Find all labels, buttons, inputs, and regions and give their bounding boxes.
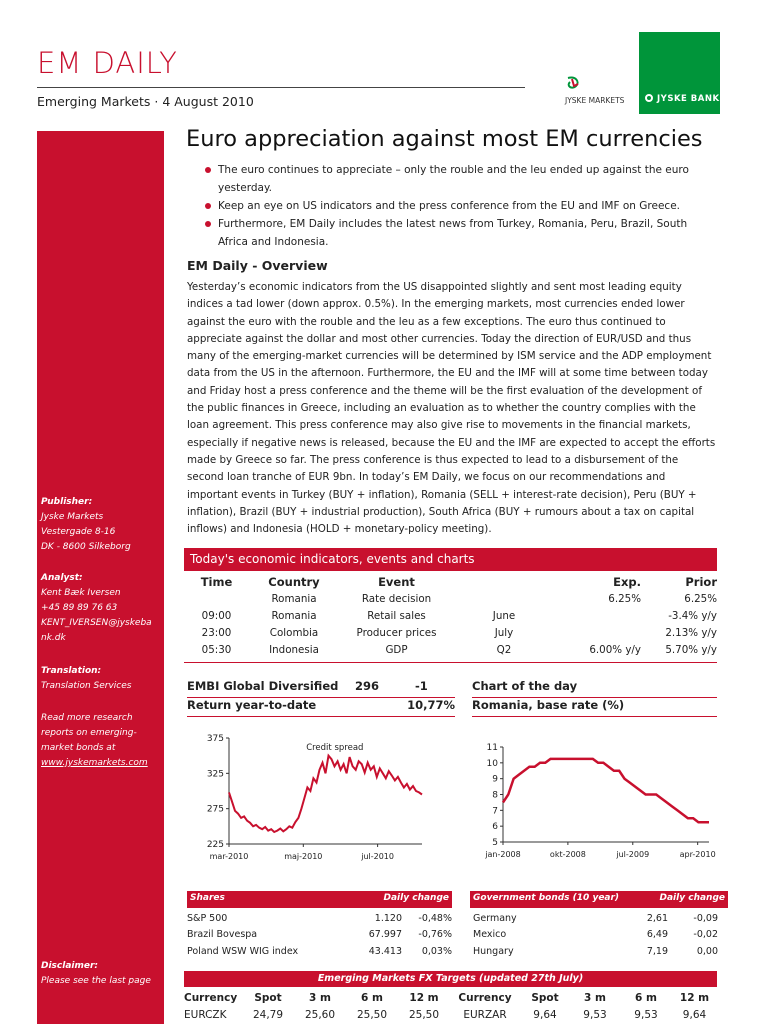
read-more-link[interactable]: www.jyskemarkets.com	[41, 758, 148, 768]
col-header: Currency	[458, 991, 512, 1004]
y-tick-label: 5	[492, 838, 498, 848]
analyst-email-cont: nk.dk	[41, 633, 66, 643]
embi-change: -1	[415, 679, 428, 693]
col-header: Spot	[254, 991, 282, 1004]
read-more-block	[41, 711, 163, 771]
col-header: Event	[378, 574, 415, 589]
disclaimer-line: Please see the last page	[41, 976, 151, 986]
cell-event: Retail sales	[367, 609, 426, 622]
x-tick-label: jul-2009	[616, 850, 650, 859]
disclaimer-label: Disclaimer:	[41, 961, 99, 971]
cell-exp: 6.25%	[608, 592, 641, 605]
col-header: Time	[200, 574, 233, 589]
publisher-line: DK - 8600 Silkeborg	[41, 542, 131, 552]
read-more-line: reports on emerging-	[41, 728, 137, 738]
embi-ytd-row	[187, 698, 455, 717]
x-tick-label: apr-2010	[679, 850, 716, 859]
cell-country: Germany	[473, 912, 517, 924]
cell-country: Hungary	[473, 945, 514, 957]
analyst-email: KENT_IVERSEN@jyskeba	[41, 618, 152, 628]
shares-header: Shares	[190, 893, 225, 903]
cell-exp	[554, 607, 641, 624]
cell-time: 05:30	[201, 643, 232, 656]
shares-header-bar	[187, 891, 452, 908]
embi-ytd-label: Return year-to-date	[187, 698, 317, 712]
bonds-table	[473, 910, 718, 960]
jyske-markets-logo	[560, 76, 632, 108]
y-tick-label: 225	[206, 840, 224, 850]
y-tick-label: 7	[492, 806, 498, 817]
cell-change: 0,00	[696, 945, 718, 957]
analyst-name: Kent Bæk Iversen	[41, 588, 121, 598]
table-row	[473, 943, 718, 960]
table-row	[184, 624, 717, 641]
publisher-block	[41, 495, 163, 555]
cell-change: -0,76%	[418, 929, 452, 941]
cell-index: Brazil Bovespa	[187, 929, 258, 941]
cell-prior: 6.25%	[684, 592, 717, 605]
shares-table	[187, 910, 452, 960]
bullet-item: Keep an eye on US indicators and the press conference from the EU and IMF on Greece.	[205, 197, 705, 215]
cell-country: Indonesia	[269, 643, 319, 656]
cell-prior: -3.4% y/y	[668, 609, 717, 622]
embi-row	[187, 679, 455, 698]
cell-period: Q2	[496, 643, 512, 656]
cell-period: July	[494, 626, 514, 639]
table-row	[473, 927, 718, 944]
cell-prior: 5.70% y/y	[665, 643, 717, 656]
bullet-item: Furthermore, EM Daily includes the latest news from Turkey, Romania, Peru, Brazil, South Africa and Indonesia.	[205, 215, 705, 251]
cell-12m: 9,64	[682, 1008, 707, 1021]
indicators-table	[184, 573, 717, 658]
publisher-line: Vestergade 8-16	[41, 527, 116, 537]
embi-value: 296	[355, 679, 380, 693]
cell-event: Rate decision	[361, 592, 432, 605]
table-row	[184, 641, 717, 658]
jyske-bank-logo-text: JYSKE BANK	[657, 94, 720, 104]
cell-currency: EURZAR	[463, 1008, 507, 1021]
table-row	[184, 607, 717, 624]
col-header	[454, 573, 554, 590]
cell-event: GDP	[385, 643, 408, 656]
bonds-change-header: Daily change	[659, 893, 725, 903]
chart-of-day-label: Chart of the day	[472, 679, 717, 698]
table-row	[184, 1006, 717, 1023]
analyst-label: Analyst:	[41, 573, 83, 583]
jyske-bank-logo	[639, 32, 720, 114]
embi-label: EMBI Global Diversified	[187, 679, 339, 693]
disclaimer-block	[41, 959, 163, 989]
analyst-phone: +45 89 89 76 63	[41, 603, 118, 613]
analyst-block	[41, 571, 163, 646]
translation-block	[41, 664, 163, 694]
indicators-divider	[184, 662, 717, 663]
cell-change: -0,02	[693, 929, 718, 941]
col-header: 12 m	[409, 991, 439, 1004]
x-tick-label: maj-2010	[284, 852, 323, 861]
x-tick-label: jan-2008	[485, 850, 521, 859]
table-row	[184, 590, 717, 607]
x-tick-label: mar-2010	[209, 852, 249, 861]
col-header: Exp.	[613, 574, 641, 589]
cell-level: 43.413	[368, 945, 402, 957]
cell-spot: 24,79	[252, 1008, 284, 1021]
base-rate-chart	[470, 735, 720, 875]
series-line	[503, 759, 709, 822]
cell-yield: 2,61	[646, 912, 668, 924]
bonds-header-bar	[470, 891, 728, 908]
cell-prior: 2.13% y/y	[665, 626, 717, 639]
cell-country: Romania	[271, 609, 317, 622]
cell-3m: 25,60	[304, 1008, 336, 1021]
cell-yield: 7,19	[646, 945, 668, 957]
y-tick-label: 275	[206, 804, 224, 815]
cell-change: -0,09	[693, 912, 718, 924]
y-tick-label: 10	[486, 758, 498, 769]
cell-level: 1.120	[374, 912, 402, 924]
table-row	[187, 910, 452, 927]
bullet-item: The euro continues to appreciate – only the rouble and the leu ended up against the euro yesterday.	[205, 161, 705, 197]
publisher-line: Jyske Markets	[41, 512, 104, 522]
y-tick-label: 11	[486, 743, 498, 753]
cell-country: Romania	[271, 592, 317, 605]
chart-annotation: Credit spread	[306, 743, 364, 753]
cell-spot: 9,64	[533, 1008, 557, 1021]
chart-of-day-subtitle: Romania, base rate (%)	[472, 698, 717, 717]
cell-index: S&P 500	[187, 912, 228, 924]
cell-level: 67.997	[368, 929, 402, 941]
publication-date: Emerging Markets · 4 August 2010	[37, 94, 254, 109]
cell-country: Colombia	[269, 626, 319, 639]
col-header: 3 m	[309, 991, 331, 1004]
cell-country: Mexico	[473, 929, 507, 941]
translation-label: Translation:	[41, 666, 102, 676]
table-row	[187, 927, 452, 944]
cell-period: June	[492, 609, 516, 622]
cell-change: -0,48%	[418, 912, 452, 924]
cell-6m: 9,53	[634, 1008, 658, 1021]
bullet-list	[205, 161, 705, 251]
embi-ytd-value: 10,77%	[407, 698, 455, 712]
cell-time	[184, 590, 249, 607]
headline: Euro appreciation against most EM currencies	[186, 126, 703, 152]
col-header: Country	[268, 574, 320, 589]
y-tick-label: 375	[206, 734, 224, 744]
table-row	[187, 943, 452, 960]
jyske-markets-logo-text: JYSKE MARKETS	[565, 96, 625, 105]
series-line	[229, 756, 422, 832]
fx-targets-table	[184, 989, 717, 1023]
cell-exp	[554, 624, 641, 641]
read-more-line: Read more research	[41, 713, 133, 723]
col-header: Prior	[685, 574, 717, 589]
table-row	[473, 910, 718, 927]
y-tick-label: 6	[492, 822, 498, 833]
page-title: EM DAILY	[37, 46, 178, 80]
bonds-header: Government bonds (10 year)	[473, 893, 620, 903]
sidebar	[37, 131, 164, 1024]
overview-title: EM Daily - Overview	[187, 258, 328, 273]
shares-change-header: Daily change	[383, 893, 449, 903]
x-tick-label: jul-2010	[361, 852, 394, 861]
cell-currency: EURCZK	[184, 1008, 227, 1021]
cell-time: 23:00	[201, 626, 232, 639]
table-header-row	[184, 573, 717, 590]
cell-yield: 6,49	[646, 929, 668, 941]
y-tick-label: 8	[492, 790, 498, 801]
cell-period	[454, 590, 554, 607]
col-header: 6 m	[635, 991, 657, 1004]
cell-time: 09:00	[201, 609, 232, 622]
cell-index: Poland WSW WIG index	[187, 945, 299, 957]
cell-6m: 25,50	[356, 1008, 388, 1021]
table-header-row	[184, 989, 717, 1006]
header-divider	[37, 87, 525, 88]
col-header: 3 m	[584, 991, 606, 1004]
cell-event: Producer prices	[356, 626, 437, 639]
credit-spread-chart	[187, 725, 457, 875]
indicators-bar: Today's economic indicators, events and charts	[184, 548, 717, 571]
cell-exp: 6.00% y/y	[589, 643, 641, 656]
col-header: 12 m	[679, 991, 710, 1004]
read-more-line: market bonds at	[41, 743, 116, 753]
y-tick-label: 9	[492, 774, 498, 785]
col-header: Currency	[184, 991, 238, 1004]
publisher-label: Publisher:	[41, 497, 93, 507]
col-header: Spot	[531, 991, 559, 1004]
translation-line: Translation Services	[41, 681, 132, 691]
x-tick-label: okt-2008	[549, 850, 586, 859]
fx-targets-bar: Emerging Markets FX Targets (updated 27th July)	[184, 971, 717, 987]
cell-3m: 9,53	[583, 1008, 607, 1021]
y-tick-label: 325	[206, 769, 224, 780]
col-header: 6 m	[361, 991, 383, 1004]
cell-12m: 25,50	[408, 1008, 440, 1021]
overview-body: Yesterday’s economic indicators from the US disappointed slightly and sent most leading equity indices a tad lower (down approx. 0.5%). In the emerging markets, most currencies ended lower against the euro with the rouble and the leu as a few exceptions. The euro thus continued to appreciate against the dollar and most other currencies. Today the direction of EUR/USD and thus many of the emerging-market currencies will be determined by ISM service and the ADP employment data from the US in the afternoon. Furthermore, the EU and the IMF will at some time between today and Friday host a press conference and the theme will be the first evaluation of the development of the public finances in Greece, including an evaluation as to whether the country complies with the loan agreement. This press conference may also give rise to movements in the financial markets, especially if negative news is released, because the EU and the IMF are expected to accept the efforts made by Greece so far. The press conference is thus expected to lead to a disbursement of the second loan tranche of EUR 9bn. In today’s EM Daily, we focus on our recommendations and important events in Turkey (BUY + inflation), Romania (SELL + interest-rate decision), Peru (BUY + inflation), Brazil (BUY + industrial production), South Africa (BUY + rumours about a tax on capital inflows) and Indonesia (HOLD + monetary-policy meeting).	[187, 281, 716, 536]
cell-change: 0,03%	[421, 945, 452, 957]
